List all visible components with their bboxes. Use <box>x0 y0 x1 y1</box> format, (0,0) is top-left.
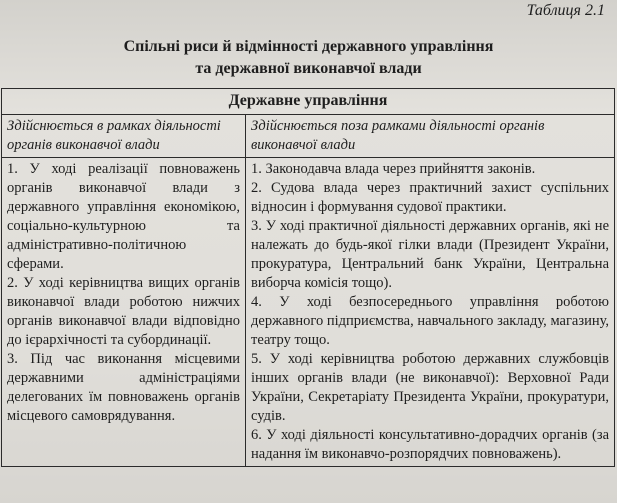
table-title-line-1: Спільні риси й відмінності державного управління <box>123 38 494 55</box>
right-item-4: 4. У ході безпосереднього управління роботою державного підприємства, навчального закладу, магазину, театру тощо. <box>251 294 610 348</box>
right-item-2: 2. Судова влада через практичний захист суспільних відносин і формування судової практики. <box>251 180 610 215</box>
column-heading-within: Здійснюється в рамках діяльності органів виконавчої влади <box>2 115 246 158</box>
left-item-3: 3. Під час виконання місцевими державними адміністраціями делегованих їм повноважень органів місцевого самоврядування. <box>7 351 240 424</box>
right-item-6: 6. У ході діяльності консультативно-дорадчих органів (за надання їм виконавчо-розпорядчих повноважень). <box>251 427 610 462</box>
right-column-cell <box>246 158 615 467</box>
column-heading-outside: Здійснюється поза рамками діяльності органів виконавчої влади <box>246 115 615 158</box>
table-caption: Таблиця 2.1 <box>526 2 605 19</box>
left-item-1: 1. У ході реалізації повноважень органів виконавчої влади з державного управління економікою, соціально-культурною та адміністративно-політичною сферами. <box>7 161 240 272</box>
comparison-table <box>1 88 615 467</box>
right-item-5: 5. У ході керівництва роботою державних службовців інших органів влади (не виконавчої): Верховної Ради України, Секретаріату Президента України, прокуратури, судів. <box>251 351 610 424</box>
right-item-1: 1. Законодавча влада через прийняття законів. <box>251 161 536 177</box>
left-column-cell <box>2 158 246 467</box>
right-item-3: 3. У ході практичної діяльності державних органів, які не належать до будь-якої гілки влади (Президент України, прокуратура, Центральний банк України, Центральна виборча комісія тощо). <box>251 218 610 291</box>
left-item-2: 2. У ході керівництва вищих органів виконавчої влади роботою нижчих органів виконавчої влади відповідно до ієрархічності та субординації. <box>7 275 240 348</box>
table-title-line-2: та державної виконавчої влади <box>195 60 422 77</box>
table-header: Державне управління <box>2 89 615 115</box>
